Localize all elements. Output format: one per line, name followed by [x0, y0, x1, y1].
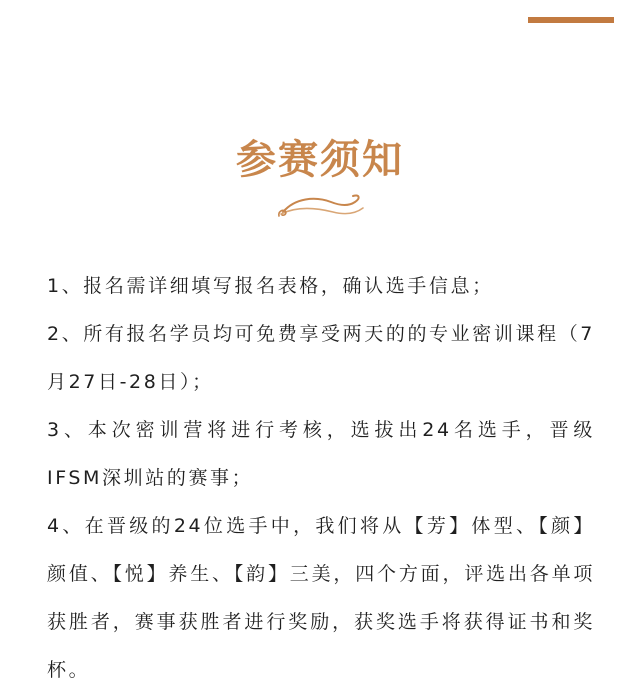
notice-content: [47, 262, 595, 694]
notice-item-4: 4、在晋级的24位选手中，我们将从【芳】体型、【颜】颜值、【悦】养生、【韵】三美，四个方面，评选出各单项获胜者，赛事获胜者进行奖励，获奖选手将获得证书和奖杯。: [47, 515, 595, 681]
notice-item-3: 3、本次密训营将进行考核，选拔出24名选手，晋级IFSM深圳站的赛事；: [47, 419, 595, 489]
swirl-divider-icon: [275, 192, 367, 220]
notice-item-1: 1、报名需详细填写报名表格，确认选手信息；: [47, 275, 494, 297]
notice-item-2: 2、所有报名学员均可免费享受两天的的专业密训课程（7月27日-28日）；: [47, 323, 595, 393]
accent-bar: [528, 17, 614, 23]
page-title: 参赛须知: [236, 136, 404, 183]
